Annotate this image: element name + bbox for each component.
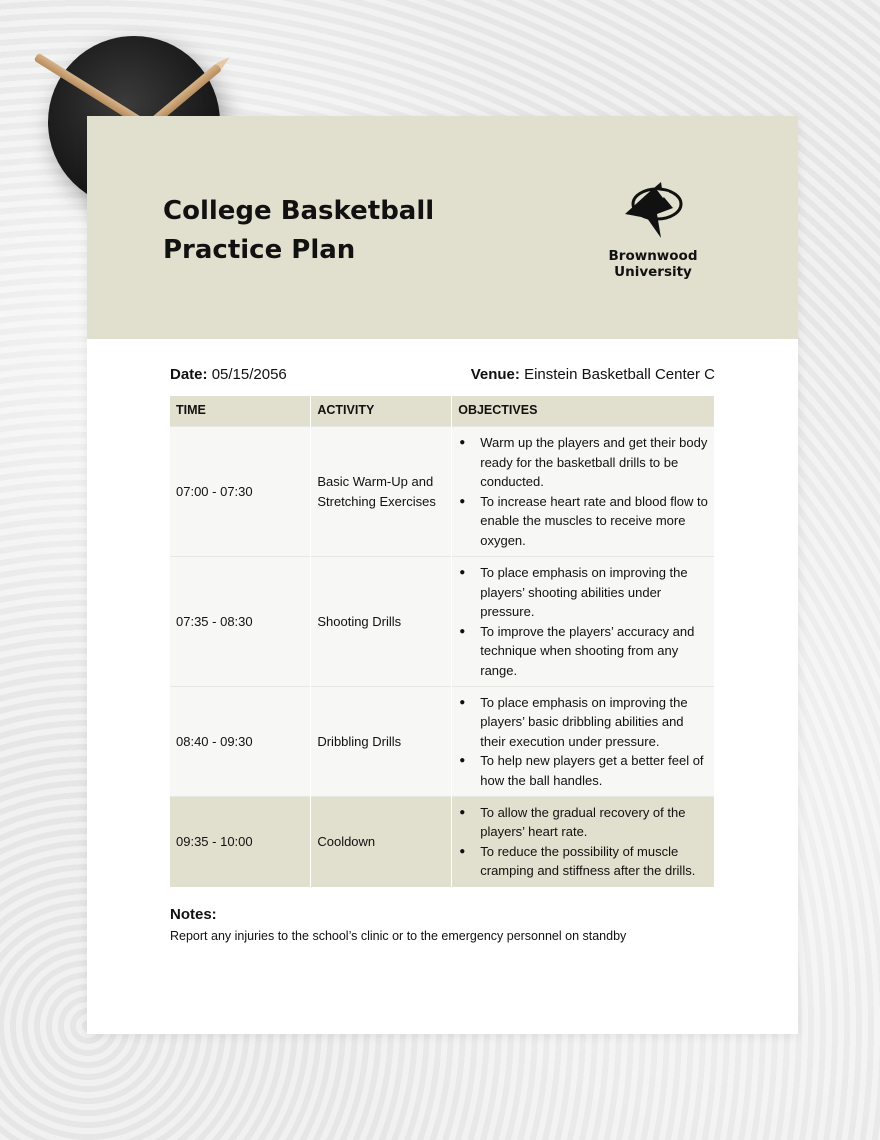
practice-plan-table (170, 396, 715, 887)
time-cell: 08:40 - 09:30 (170, 687, 311, 797)
title-line-1: College Basketball (163, 196, 435, 226)
title-line-2: Practice Plan (163, 235, 356, 265)
objective-item: ● To reduce the possibility of muscle cramping and stiffness after the drills. (458, 842, 708, 881)
venue-field (471, 366, 715, 383)
objective-item: ● To place emphasis on improving the players’ shooting abilities under pressure. (458, 563, 708, 622)
objectives-cell (452, 687, 715, 797)
activity-cell: Shooting Drills (311, 557, 452, 687)
page-title (163, 192, 434, 270)
objective-item: ● To improve the players’ accuracy and technique when shooting from any range. (458, 622, 708, 681)
time-cell: 09:35 - 10:00 (170, 797, 311, 887)
table-row (170, 797, 715, 887)
time-cell: 07:00 - 07:30 (170, 427, 311, 557)
notes-text: Report any injuries to the school’s clinic or to the emergency personnel on standby (170, 929, 627, 943)
activity-cell: Cooldown (311, 797, 452, 887)
objectives-list (458, 563, 708, 680)
university-name: Brownwood University (608, 248, 698, 280)
hawk-ring-logo-icon (617, 178, 689, 246)
table-row (170, 687, 715, 797)
table-row (170, 427, 715, 557)
objectives-cell (452, 797, 715, 887)
objectives-list (458, 693, 708, 791)
table-row (170, 557, 715, 687)
document-page (87, 116, 798, 1034)
objective-item: ● To place emphasis on improving the players’ basic dribbling abilities and their execution under pressure. (458, 693, 708, 752)
table-header-row (170, 396, 715, 427)
objective-item: ● To help new players get a better feel of how the ball handles. (458, 751, 708, 790)
column-header-objectives: OBJECTIVES (452, 396, 715, 427)
activity-cell: Dribbling Drills (311, 687, 452, 797)
date-label: Date: (170, 366, 208, 383)
objectives-list (458, 803, 708, 881)
meta-row (170, 366, 715, 388)
date-value: 05/15/2056 (211, 366, 287, 383)
activity-cell: Basic Warm-Up and Stretching Exercises (311, 427, 452, 557)
objective-item: ● To increase heart rate and blood flow to enable the muscles to receive more oxygen. (458, 492, 708, 551)
objectives-list (458, 433, 708, 550)
objectives-cell (452, 557, 715, 687)
column-header-time: TIME (170, 396, 311, 427)
objective-item: ● Warm up the players and get their body ready for the basketball drills to be conducted. (458, 433, 708, 492)
venue-value: Einstein Basketball Center C (524, 366, 715, 383)
notes-label: Notes: (170, 906, 217, 923)
date-field (170, 366, 287, 383)
objective-item: ● To allow the gradual recovery of the players’ heart rate. (458, 803, 708, 842)
objectives-cell (452, 427, 715, 557)
column-header-activity: ACTIVITY (311, 396, 452, 427)
time-cell: 07:35 - 08:30 (170, 557, 311, 687)
venue-label: Venue: (470, 366, 520, 383)
university-logo (573, 178, 733, 280)
